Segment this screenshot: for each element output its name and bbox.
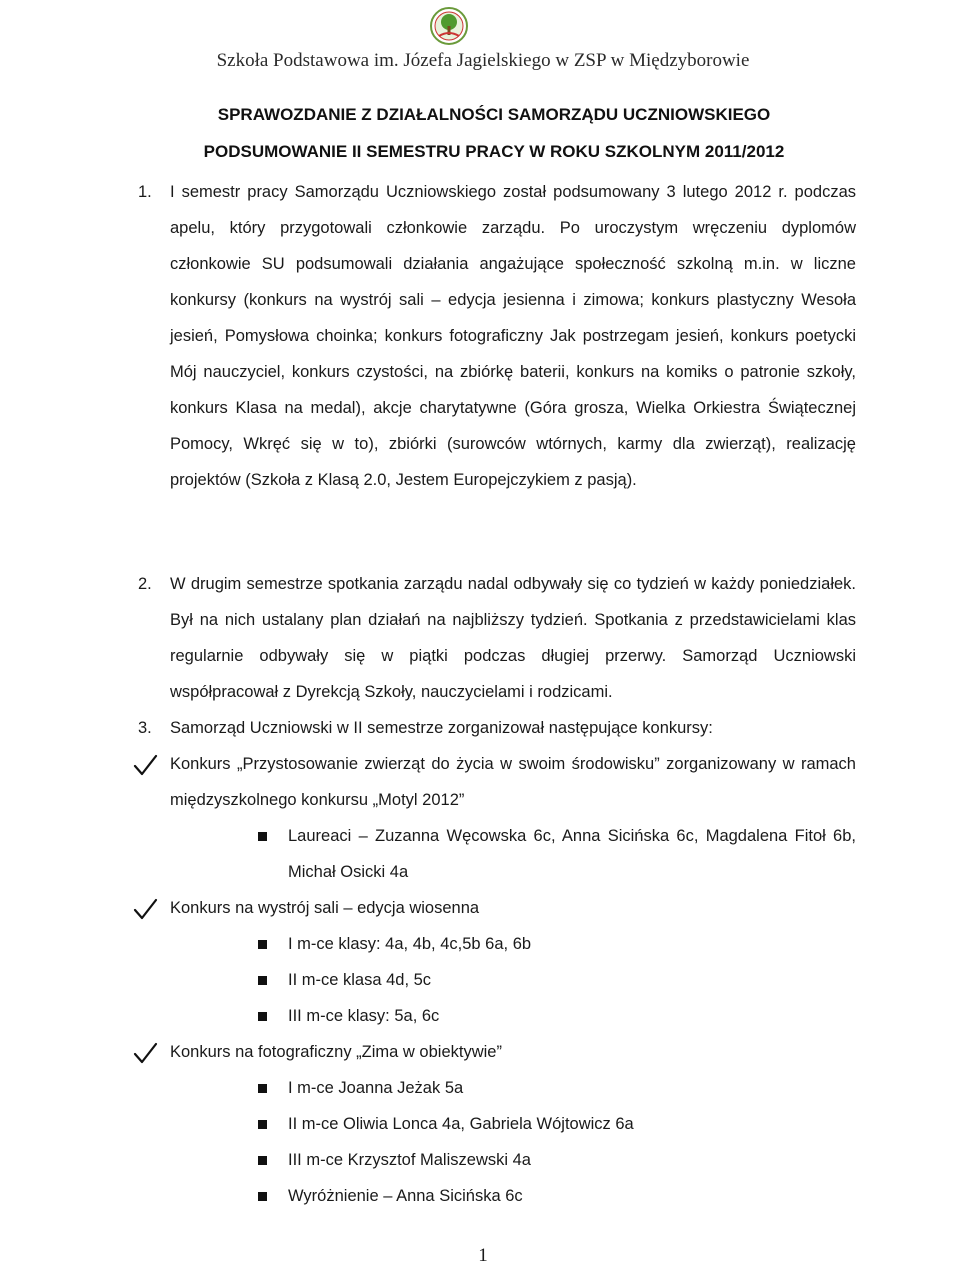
- section-text: W drugim semestrze spotkania zarządu nadal odbywały się co tydzień w każdy poniedziałek. Był na nich ustalany plan działań na najbliższy tydzień. Spotkania z przedstawicielami klas regularnie odbywały się w piątki podczas długiej przerwy. Samorząd Uczniowski współpracował z Dyrekcją Szkoły, nauczycielami i rodzicami.: [170, 575, 856, 701]
- contest-result: I m-ce Joanna Jeżak 5a: [288, 1079, 464, 1097]
- school-header: Szkoła Podstawowa im. Józefa Jagielskiego w ZSP w Międzyborowie: [216, 50, 750, 71]
- square-bullet-icon: [258, 1156, 267, 1165]
- checkmark-icon: [132, 891, 160, 927]
- square-bullet-icon: [258, 976, 267, 985]
- section-text: Samorząd Uczniowski w II semestrze zorganizował następujące konkursy:: [170, 719, 713, 737]
- contest-title: Konkurs na wystrój sali – edycja wiosenna: [170, 899, 480, 917]
- contest-result: Laureaci – Zuzanna Węcowska 6c, Anna Sicińska 6c, Magdalena Fitoł 6b, Michał Osicki 4a: [288, 827, 856, 881]
- contest-result: II m-ce klasa 4d, 5c: [288, 971, 432, 989]
- document-title-line-1: SPRAWOZDANIE Z DZIAŁALNOŚCI SAMORZĄDU UCZNIOWSKIEGO: [217, 105, 771, 124]
- contest-title: Konkurs „Przystosowanie zwierząt do życia w swoim środowisku” zorganizowany w ramach międzyszkolnego konkursu „Motyl 2012”: [170, 755, 856, 809]
- contest-result: III m-ce Krzysztof Maliszewski 4a: [288, 1151, 531, 1169]
- contest-title: Konkurs na fotograficzny „Zima w obiektywie”: [170, 1043, 502, 1061]
- checkmark-icon: [132, 747, 160, 783]
- page-number: 1: [478, 1245, 488, 1266]
- contest-result: II m-ce Oliwia Lonca 4a, Gabriela Wójtowicz 6a: [288, 1115, 634, 1133]
- section-number: 2.: [138, 575, 152, 593]
- contest-result: Wyróżnienie – Anna Sicińska 6c: [288, 1187, 523, 1205]
- checkmark-icon: [132, 1035, 160, 1071]
- section-number: 3.: [138, 719, 152, 737]
- square-bullet-icon: [258, 832, 267, 841]
- square-bullet-icon: [258, 1012, 267, 1021]
- school-emblem-icon: [429, 6, 469, 46]
- contest-result: I m-ce klasy: 4a, 4b, 4c,5b 6a, 6b: [288, 935, 532, 953]
- document-title-line-2: PODSUMOWANIE II SEMESTRU PRACY W ROKU SZKOLNYM 2011/2012: [203, 142, 785, 161]
- section-text: I semestr pracy Samorządu Uczniowskiego został podsumowany 3 lutego 2012 r. podczas apelu, który przygotowali członkowie zarządu. Po uroczystym wręczeniu dyplomów członkowie SU podsumowali działania angażujące społeczność szkolną m.in. w liczne konkursy (konkurs na wystrój sali – edycja jesienna i zimowa; konkurs plastyczny Wesoła jesień, Pomysłowa choinka; konkurs fotograficzny Jak postrzegam jesień, konkurs poetycki Mój nauczyciel, konkurs czystości, na zbiórkę baterii, konkurs na komiks o patronie szkoły, konkurs Klasa na medal), akcje charytatywne (Góra grosza, Wielka Orkiestra Świątecznej Pomocy, Wkręć się w to), zbiórki (surowców wtórnych, karmy dla zwierząt), realizację projektów (Szkoła z Klasą 2.0, Jestem Europejczykiem z pasją).: [170, 183, 856, 489]
- section-number: 1.: [138, 183, 152, 201]
- square-bullet-icon: [258, 940, 267, 949]
- square-bullet-icon: [258, 1120, 267, 1129]
- contest-result: III m-ce klasy: 5a, 6c: [288, 1007, 440, 1025]
- square-bullet-icon: [258, 1192, 267, 1201]
- square-bullet-icon: [258, 1084, 267, 1093]
